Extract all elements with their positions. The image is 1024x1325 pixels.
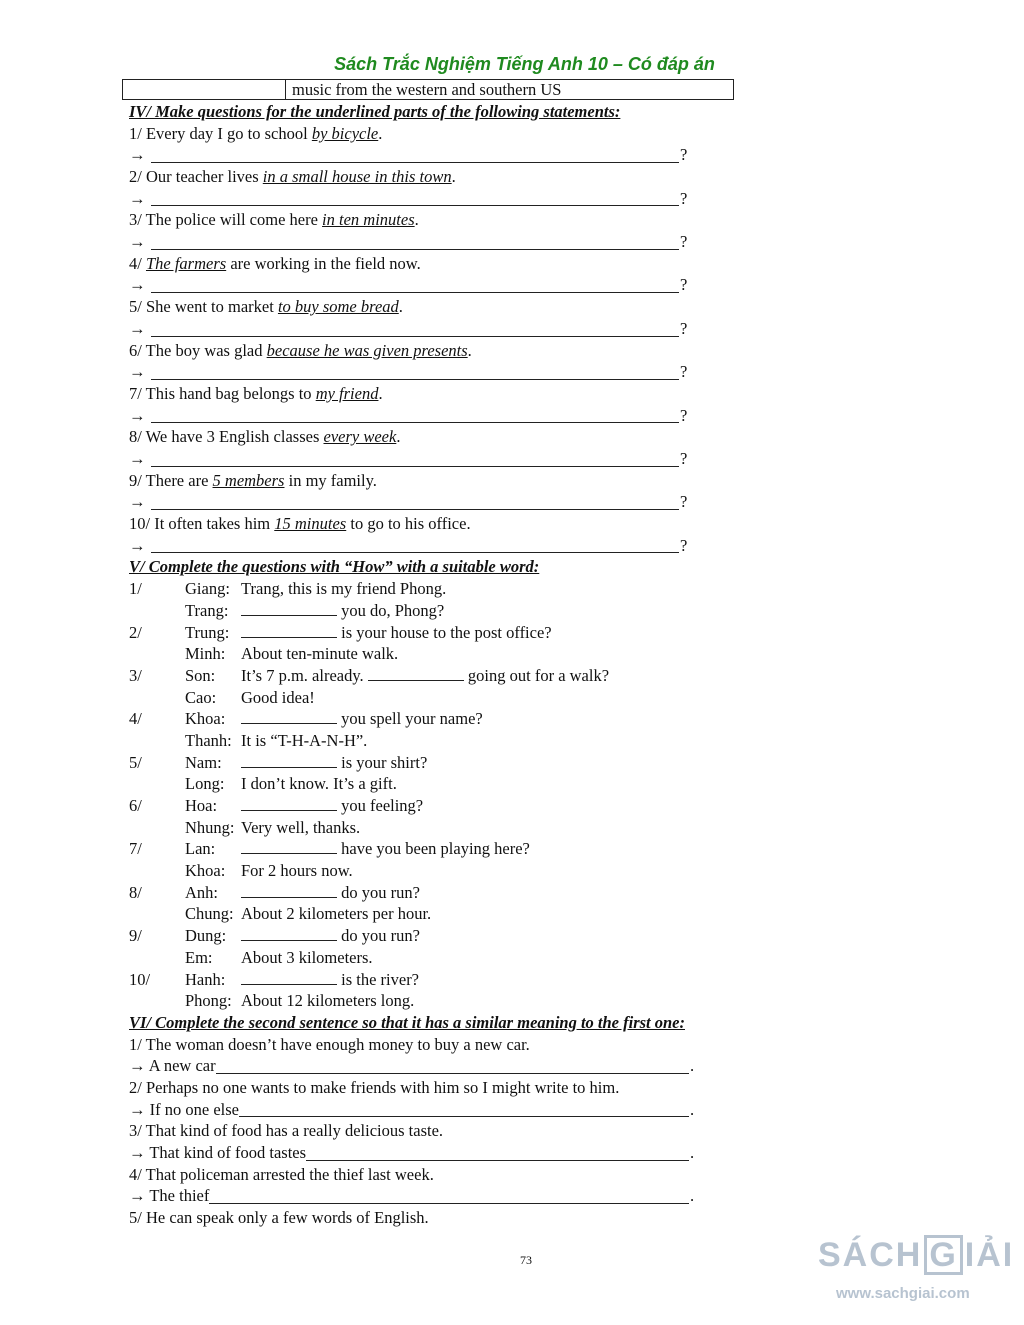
- speaker: Nhung:: [185, 817, 235, 837]
- rewrite-start: → That kind of food tastes: [129, 1142, 307, 1162]
- question-mark: ?: [680, 318, 688, 338]
- speaker: Cao:: [185, 687, 217, 707]
- dialogue-pre: About 2 kilometers per hour.: [241, 904, 432, 924]
- question-text: 4/: [129, 253, 146, 273]
- dialogue-text: [241, 578, 446, 600]
- dialogue-text: [241, 925, 420, 947]
- dialogue-line: [129, 730, 789, 752]
- underlined-part: 5 members: [212, 470, 285, 490]
- dialogue-post: is your shirt?: [337, 752, 428, 772]
- dialogue-post: do you run?: [337, 882, 420, 902]
- dialogue-line: [129, 903, 789, 925]
- dialogue-line: [129, 773, 789, 795]
- answer-blank[interactable]: [151, 537, 679, 553]
- item-number: 2/: [129, 622, 142, 642]
- speaker: Anh:: [185, 882, 218, 902]
- underlined-part: every week: [323, 427, 397, 447]
- question-text-end: .: [451, 167, 456, 187]
- logo-text-right: IẢI: [964, 1236, 1015, 1274]
- question-mark: ?: [680, 145, 688, 165]
- dialogue-text: [241, 687, 315, 709]
- dialogue-text: [241, 795, 423, 817]
- question-line: [129, 340, 789, 362]
- question-mark: ?: [680, 362, 688, 382]
- sentence-line: 5/ He can speak only a few words of English.: [129, 1208, 429, 1228]
- dialogue-pre: It is “T-H-A-N-H”.: [241, 730, 368, 750]
- rewrite-blank[interactable]: [209, 1188, 689, 1204]
- speaker: Thanh:: [185, 730, 232, 750]
- rewrite-blank[interactable]: [216, 1058, 689, 1074]
- underlined-part: to buy some bread: [277, 297, 399, 317]
- speaker: Giang:: [185, 579, 230, 599]
- dialogue-text: [241, 665, 609, 687]
- item-number: 10/: [129, 969, 151, 989]
- dialogue-post: going out for a walk?: [463, 665, 610, 685]
- dialogue-line: [129, 795, 789, 817]
- dialogue-post: is your house to the post office?: [337, 622, 552, 642]
- answer-gap[interactable]: [241, 753, 337, 768]
- sentence-line: 3/ That kind of food has a really delicious taste.: [129, 1121, 444, 1141]
- answer-gap[interactable]: [241, 709, 337, 724]
- question-line: [129, 470, 789, 492]
- underlined-part: in a small house in this town: [262, 167, 452, 187]
- dialogue-text: [241, 643, 398, 665]
- answer-blank[interactable]: [151, 147, 679, 163]
- item-number: 8/: [129, 882, 142, 902]
- watermark: [818, 1235, 1024, 1321]
- item-number: 9/: [129, 926, 142, 946]
- dialogue-text: [241, 903, 431, 925]
- question-line: [129, 253, 789, 275]
- answer-line: [129, 318, 789, 340]
- arrow: →: [129, 275, 146, 295]
- page-number: 73: [520, 1253, 532, 1267]
- underlined-part: in ten minutes: [322, 210, 415, 230]
- underlined-part: 15 minutes: [274, 514, 347, 534]
- dialogue-text: [241, 838, 530, 860]
- answer-line: [129, 231, 789, 253]
- arrow: →: [129, 362, 146, 382]
- question-text-end: .: [378, 123, 383, 143]
- arrow: →: [129, 145, 146, 165]
- answer-line: [129, 188, 789, 210]
- question-text-end: .: [378, 383, 383, 403]
- answer-blank[interactable]: [151, 364, 679, 380]
- dialogue-post: you feeling?: [337, 796, 424, 815]
- dialogue-line: [129, 752, 789, 774]
- dialogue-line: [129, 643, 789, 665]
- dialogue-line: [129, 665, 789, 687]
- dialogue-line: [129, 860, 789, 882]
- arrow: →: [129, 318, 146, 338]
- rewrite-line: [129, 1099, 789, 1121]
- logo-text-left: SÁCH: [818, 1236, 923, 1274]
- watermark-url: www.sachgiai.com: [836, 1285, 970, 1302]
- question-text-end: are working in the field now.: [226, 253, 421, 273]
- speaker: Trung:: [185, 622, 230, 642]
- item-number: 5/: [129, 752, 142, 772]
- dialogue-line: [129, 969, 789, 991]
- answer-blank[interactable]: [151, 451, 679, 467]
- dialogue-pre: For 2 hours now.: [241, 861, 353, 881]
- question-text: 2/ Our teacher lives: [129, 167, 263, 187]
- dialogue-text: [241, 622, 552, 644]
- period: .: [690, 1186, 695, 1206]
- dialogue-line: [129, 882, 789, 904]
- answer-gap[interactable]: [241, 796, 337, 811]
- rewrite-line: [129, 1185, 789, 1207]
- arrow: →: [129, 232, 146, 252]
- speaker: Em:: [185, 947, 213, 967]
- answer-blank[interactable]: [151, 321, 679, 337]
- dialogue-line: [129, 687, 789, 709]
- logo-text-box: G: [924, 1235, 962, 1275]
- dialogue-pre: About 3 kilometers.: [241, 947, 373, 967]
- speaker: Chung:: [185, 904, 234, 924]
- item-number: 1/: [129, 579, 142, 599]
- dialogue-text: [241, 969, 419, 991]
- dialogue-pre: About ten-minute walk.: [241, 644, 399, 664]
- dialogue-text: [241, 773, 397, 795]
- answer-line: [129, 535, 789, 557]
- speaker: Hanh:: [185, 969, 226, 989]
- dialogue-line: [129, 622, 789, 644]
- answer-line: [129, 361, 789, 383]
- question-mark: ?: [680, 232, 688, 252]
- rewrite-line: [129, 1055, 789, 1077]
- rewrite-start: → The thief: [129, 1186, 210, 1206]
- question-mark: ?: [680, 492, 688, 512]
- rewrite-start: → If no one else: [129, 1099, 239, 1119]
- question-text: 10/ It often takes him: [129, 514, 275, 534]
- rewrite-blank[interactable]: [239, 1101, 689, 1117]
- answer-gap[interactable]: [241, 970, 337, 985]
- sentence-line: 1/ The woman doesn’t have enough money to buy a new car.: [129, 1034, 530, 1054]
- speaker: Dung:: [185, 926, 227, 946]
- answer-gap[interactable]: [241, 601, 337, 616]
- question-mark: ?: [680, 535, 688, 555]
- dialogue-text: [241, 990, 414, 1012]
- page-header: Sách Trắc Nghiệm Tiếng Anh 10 – Có đáp án: [334, 54, 715, 74]
- dialogue-line: [129, 817, 789, 839]
- dialogue-pre: Trang, this is my friend Phong.: [241, 579, 447, 599]
- question-text-end: to go to his office.: [346, 514, 471, 534]
- question-text: 1/ Every day I go to school: [129, 123, 312, 143]
- dialogue-post: have you been playing here?: [337, 839, 530, 859]
- answer-line: [129, 448, 789, 470]
- question-line: [129, 383, 789, 405]
- question-text: 7/ This hand bag belongs to: [129, 383, 316, 403]
- question-text-end: .: [467, 340, 472, 360]
- worksheet-content: [129, 101, 789, 1229]
- answer-line: [129, 491, 789, 513]
- dialogue-pre: I don’t know. It’s a gift.: [241, 774, 397, 794]
- dialogue-pre: It’s 7 p.m. already.: [241, 665, 368, 685]
- answer-blank[interactable]: [151, 494, 679, 510]
- table-cell-empty: [123, 80, 286, 99]
- dialogue-line: [129, 708, 789, 730]
- answer-blank[interactable]: [151, 234, 679, 250]
- speaker: Trang:: [185, 600, 229, 620]
- answer-blank[interactable]: [151, 190, 679, 206]
- answer-blank[interactable]: [151, 407, 679, 423]
- speaker: Lan:: [185, 839, 216, 859]
- item-number: 7/: [129, 839, 142, 859]
- question-text: 8/ We have 3 English classes: [129, 427, 324, 447]
- arrow: →: [129, 188, 146, 208]
- dialogue-post: is the river?: [337, 969, 420, 989]
- section-title: IV/ Make questions for the underlined parts of the following statements:: [129, 102, 621, 121]
- dialogue-line: [129, 990, 789, 1012]
- answer-blank[interactable]: [151, 277, 679, 293]
- section-title: VI/ Complete the second sentence so that it has a similar meaning to the first one:: [129, 1012, 685, 1032]
- question-line: [129, 209, 789, 231]
- sentence-line: 4/ That policeman arrested the thief last week.: [129, 1164, 434, 1184]
- arrow: →: [129, 535, 146, 555]
- question-line: [129, 166, 789, 188]
- speaker: Son:: [185, 665, 216, 685]
- sentence-line: 2/ Perhaps no one wants to make friends with him so I might write to him.: [129, 1077, 620, 1097]
- question-text: 3/ The police will come here: [129, 210, 323, 230]
- question-text: 5/ She went to market: [129, 297, 278, 317]
- underlined-part: because he was given presents: [266, 340, 468, 360]
- question-text-end: .: [414, 210, 419, 230]
- period: .: [690, 1099, 695, 1119]
- item-number: 3/: [129, 665, 142, 685]
- dialogue-text: [241, 817, 360, 839]
- rewrite-start: → A new car: [129, 1056, 216, 1076]
- dialogue-pre: Very well, thanks.: [241, 817, 361, 837]
- question-text: 9/ There are: [129, 470, 213, 490]
- speaker: Nam:: [185, 752, 222, 772]
- dialogue-pre: Good idea!: [241, 687, 315, 707]
- item-number: 4/: [129, 709, 142, 729]
- question-line: [129, 296, 789, 318]
- answer-gap[interactable]: [241, 883, 337, 898]
- question-mark: ?: [680, 405, 688, 425]
- answer-gap[interactable]: [241, 839, 337, 854]
- question-text: 6/ The boy was glad: [129, 340, 267, 360]
- arrow: →: [129, 492, 146, 512]
- dialogue-line: [129, 600, 789, 622]
- speaker: Hoa:: [185, 796, 218, 815]
- watermark-logo: [818, 1235, 1024, 1275]
- answer-line: [129, 144, 789, 166]
- dialogue-line: [129, 925, 789, 947]
- dialogue-line: [129, 838, 789, 860]
- dialogue-post: you do, Phong?: [337, 600, 445, 620]
- dialogue-text: [241, 860, 353, 882]
- top-table-row: [122, 79, 734, 100]
- answer-line: [129, 405, 789, 427]
- answer-gap[interactable]: [241, 623, 337, 638]
- answer-gap[interactable]: [368, 666, 464, 681]
- question-mark: ?: [680, 188, 688, 208]
- table-cell-text: music from the western and southern US: [292, 80, 562, 99]
- section-title: V/ Complete the questions with “How” with a suitable word:: [129, 557, 540, 577]
- speaker: Minh:: [185, 644, 226, 664]
- dialogue-post: do you run?: [337, 926, 420, 946]
- underlined-part: my friend: [315, 383, 379, 403]
- answer-line: [129, 275, 789, 297]
- question-line: [129, 123, 789, 145]
- period: .: [690, 1142, 695, 1162]
- question-text-end: in my family.: [284, 470, 377, 490]
- dialogue-pre: About 12 kilometers long.: [241, 991, 415, 1011]
- dialogue-text: [241, 730, 367, 752]
- dialogue-text: [241, 882, 420, 904]
- question-text-end: .: [396, 427, 401, 447]
- rewrite-blank[interactable]: [306, 1145, 689, 1161]
- speaker: Khoa:: [185, 709, 226, 729]
- underlined-part: by bicycle: [311, 123, 379, 143]
- question-mark: ?: [680, 448, 688, 468]
- arrow: →: [129, 405, 146, 425]
- question-text-end: .: [398, 297, 403, 317]
- dialogue-post: you spell your name?: [337, 709, 483, 729]
- underlined-part: The farmers: [145, 253, 227, 273]
- speaker: Long:: [185, 774, 225, 794]
- dialogue-line: [129, 578, 789, 600]
- question-mark: ?: [680, 275, 688, 295]
- speaker: Khoa:: [185, 861, 226, 881]
- dialogue-text: [241, 600, 444, 622]
- arrow: →: [129, 448, 146, 468]
- dialogue-text: [241, 752, 427, 774]
- question-line: [129, 513, 789, 535]
- period: .: [690, 1056, 695, 1076]
- rewrite-line: [129, 1142, 789, 1164]
- dialogue-line: [129, 947, 789, 969]
- dialogue-text: [241, 947, 373, 969]
- answer-gap[interactable]: [241, 926, 337, 941]
- dialogue-text: [241, 708, 483, 730]
- item-number: 6/: [129, 796, 142, 815]
- question-line: [129, 426, 789, 448]
- speaker: Phong:: [185, 991, 232, 1011]
